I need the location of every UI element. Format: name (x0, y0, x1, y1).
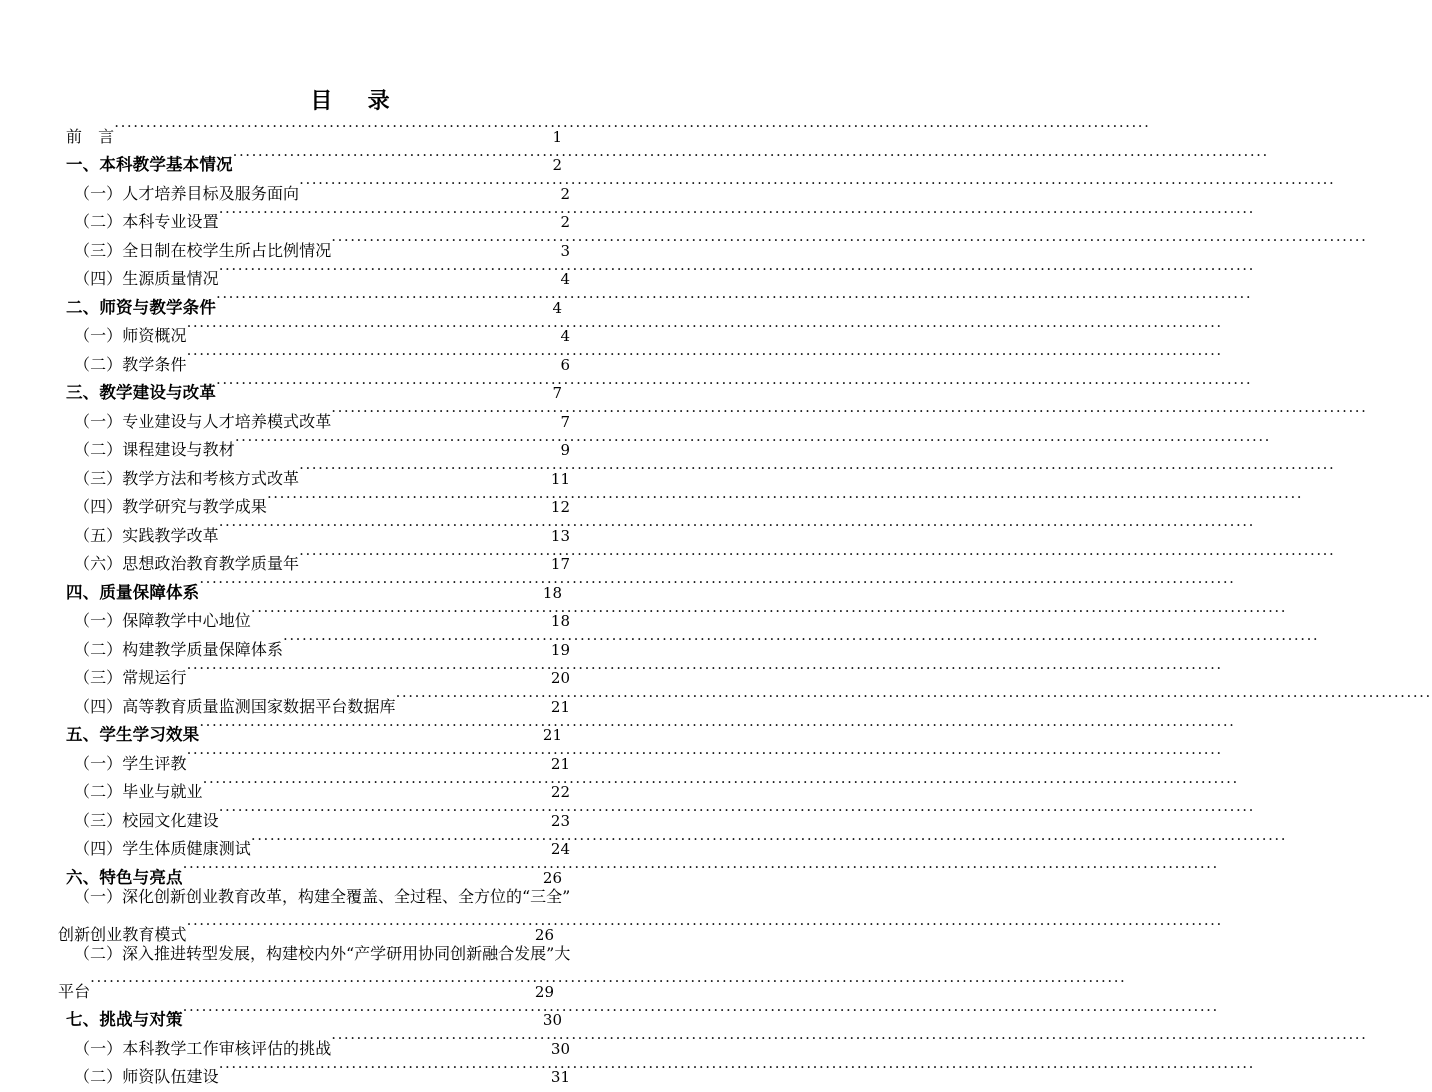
toc-page-number: 1 (552, 127, 562, 146)
toc-page-number: 23 (550, 811, 570, 830)
toc-page-number: 18 (542, 583, 562, 602)
toc-entry-label: （三）全日制在校学生所占比例情况 (74, 240, 332, 260)
toc-entry-label: （二）课程建设与教材 (74, 440, 235, 459)
toc-page-number: 21 (550, 754, 570, 773)
toc-page-number: 31 (550, 1068, 570, 1086)
document-page (0, 0, 700, 1086)
toc-page-number: 21 (542, 726, 562, 744)
toc-entry-label: 二、师资与教学条件 (66, 297, 216, 317)
toc-page-number: 2 (560, 184, 570, 203)
toc-entry[interactable] (66, 1054, 570, 1086)
toc-entry-line (58, 911, 554, 944)
toc-entry-label: （一）师资概况 (74, 326, 187, 345)
toc-page-number: 2 (552, 156, 562, 174)
toc-page-number: 30 (550, 1039, 570, 1058)
toc-page-number: 6 (560, 355, 570, 374)
toc-entry-label: （一）保障教学中心地位 (74, 611, 251, 630)
toc-entry-label: 五、学生学习效果 (66, 725, 200, 744)
toc-page-number: 12 (550, 498, 570, 516)
toc-entry-label: （二）本科专业设置 (74, 212, 219, 231)
toc-entry[interactable] (66, 854, 562, 887)
table-of-contents-list (58, 113, 571, 1086)
toc-entry-label: （一）本科教学工作审核评估的挑战 (74, 1038, 332, 1058)
toc-entry-label: 三、教学建设与改革 (66, 383, 216, 402)
toc-entry-label-line1: （一）深化创新创业教育改革，构建全覆盖、全过程、全方位的“三全” (74, 886, 571, 906)
toc-page-number: 13 (550, 526, 570, 545)
toc-entry-label: （一）学生评教 (74, 753, 187, 773)
toc-page-number: 4 (560, 327, 570, 345)
toc-entry-label: （三）教学方法和考核方式改革 (74, 468, 300, 488)
toc-page-number: 24 (550, 840, 570, 858)
toc-entry-label: 平台 (58, 981, 91, 1001)
toc-entry-label: （二）构建教学质量保障体系 (74, 639, 284, 659)
toc-page-number: 7 (552, 384, 562, 402)
toc-page-number: 20 (550, 669, 570, 687)
toc-entry-label: （二）师资队伍建设 (74, 1067, 219, 1086)
toc-entry-label-line1: （二）深入推进转型发展，构建校内外“产学研用协同创新融合发展”大 (74, 943, 571, 963)
toc-entry-label: （五）实践教学改革 (74, 525, 219, 545)
toc-dot-leader (187, 911, 535, 940)
toc-entry-line (66, 854, 562, 887)
toc-page-number: 9 (560, 441, 570, 459)
toc-page-number: 22 (550, 783, 570, 801)
toc-dot-leader (183, 854, 543, 883)
toc-page-number: 26 (542, 868, 562, 887)
toc-entry-label: （三）校园文化建设 (74, 810, 219, 830)
toc-entry-label: （一）专业建设与人才培养模式改革 (74, 411, 332, 431)
toc-entry-line (66, 1054, 570, 1086)
toc-page-number: 2 (560, 213, 570, 231)
toc-page-number: 4 (560, 270, 570, 288)
toc-page-number: 21 (550, 697, 570, 716)
toc-entry-label: （二）毕业与就业 (74, 782, 203, 801)
toc-entry-label: （六）思想政治教育教学质量年 (74, 554, 300, 573)
toc-entry-label: （四）学生体质健康测试 (74, 839, 251, 858)
toc-page-number: 26 (534, 925, 554, 944)
toc-entry-label: （三）常规运行 (74, 668, 187, 687)
toc-page-number: 18 (550, 612, 570, 630)
toc-entry[interactable] (58, 940, 571, 1001)
toc-entry-label: （四）生源质量情况 (74, 269, 219, 288)
toc-entry-label: 一、本科教学基本情况 (66, 155, 233, 174)
toc-page-number: 4 (552, 298, 562, 317)
toc-entry-label: 七、挑战与对策 (66, 1010, 183, 1029)
toc-entry-label: 前 言 (66, 126, 115, 146)
page-title: 目 录 (310, 89, 397, 114)
toc-entry[interactable] (58, 883, 571, 944)
toc-entry-label: 四、质量保障体系 (66, 582, 200, 602)
toc-entry-label: 创新创业教育模式 (58, 924, 187, 944)
toc-entry-label: （四）教学研究与教学成果 (74, 497, 267, 516)
toc-entry-label: （一）人才培养目标及服务面向 (74, 183, 300, 203)
toc-page-number: 19 (550, 640, 570, 659)
toc-page-number: 3 (560, 241, 570, 260)
toc-entry-label: （二）教学条件 (74, 354, 187, 374)
toc-entry-label: （四）高等教育质量监测国家数据平台数据库 (74, 696, 396, 716)
toc-page-number: 30 (542, 1011, 562, 1029)
toc-page-number: 7 (560, 412, 570, 431)
toc-page-number: 17 (550, 555, 570, 573)
toc-page-number: 29 (534, 982, 554, 1001)
toc-dot-leader (219, 1054, 551, 1083)
toc-page-number: 11 (550, 469, 570, 488)
toc-entry-label: 六、特色与亮点 (66, 867, 183, 887)
